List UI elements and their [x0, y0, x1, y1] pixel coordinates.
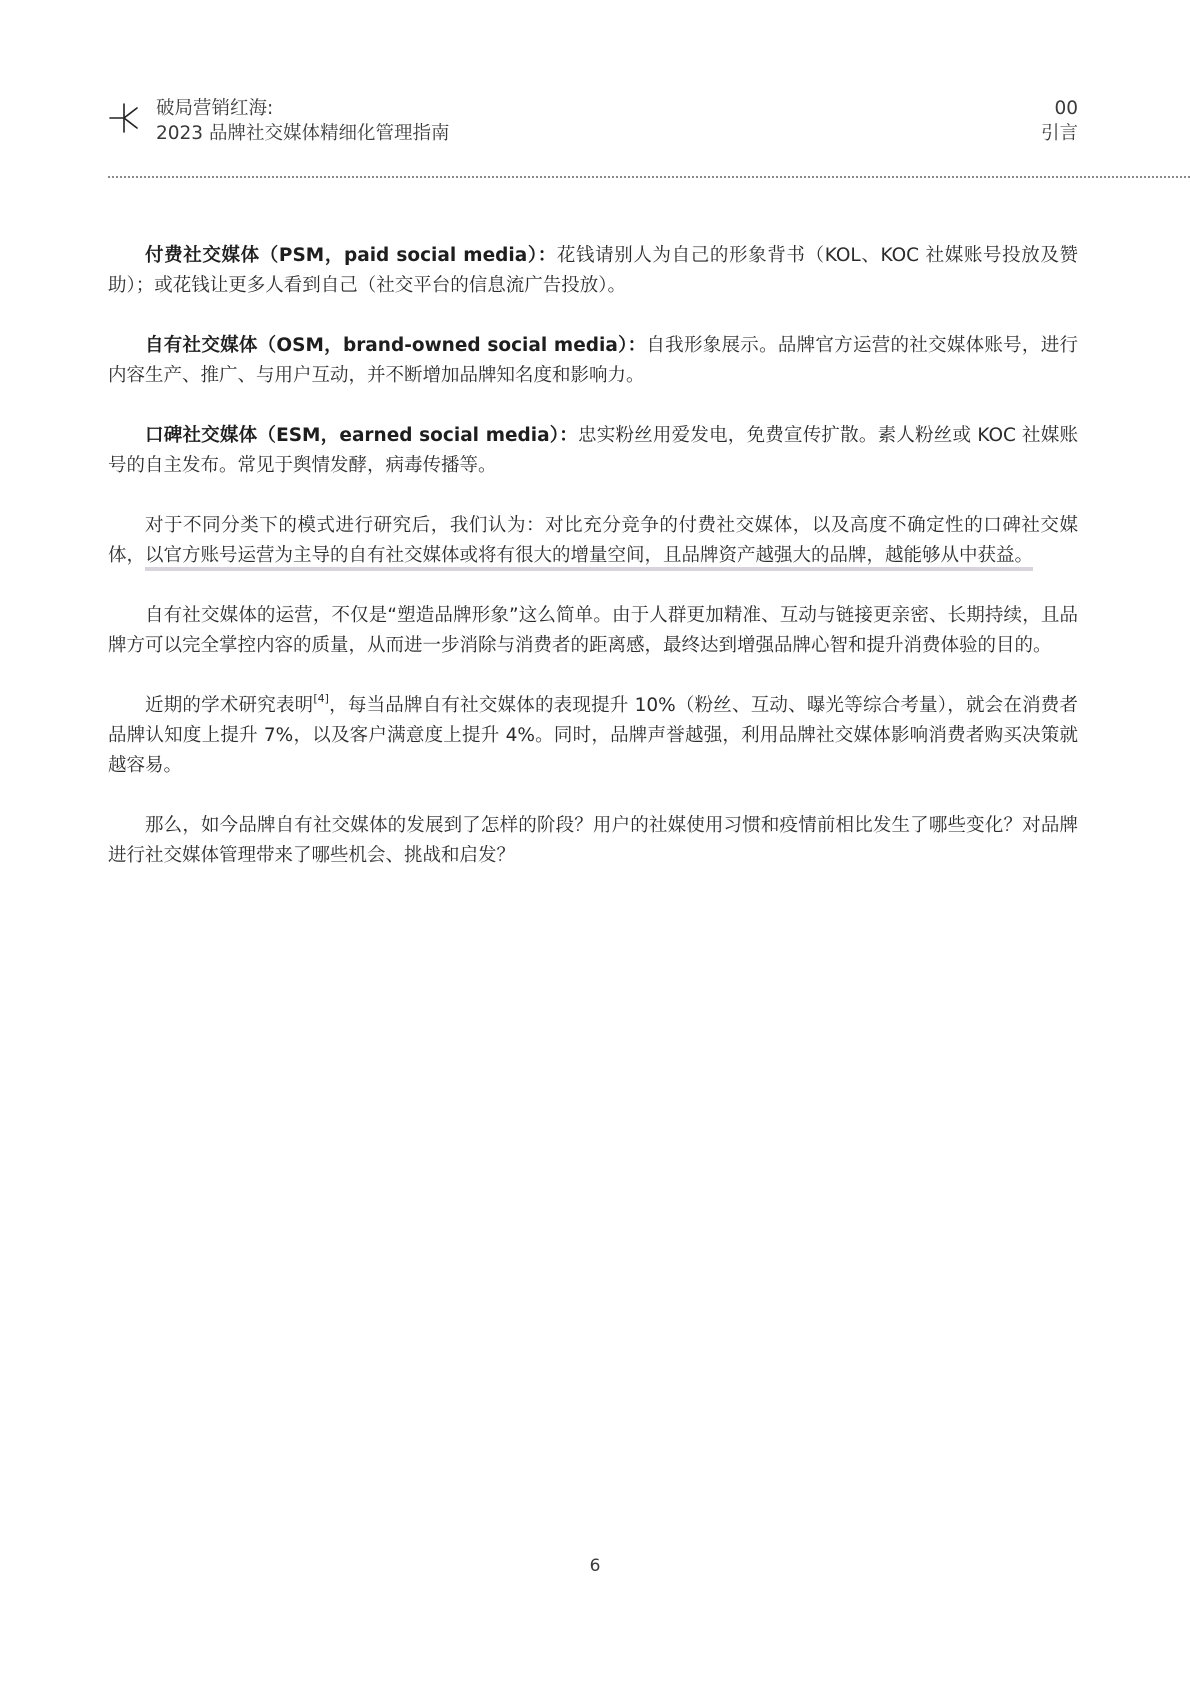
page-number: 6: [589, 1556, 601, 1576]
definition-esm: 忠实粉丝用爱发电，免费宣传扩散。素人粉丝或 KOC 社媒账号的自主发布。常见于舆情发酵，病毒传播等。: [108, 425, 1078, 476]
asterisk-icon: [108, 102, 140, 134]
document-title-line1: 破局营销红海:: [156, 98, 274, 119]
paragraph-esm: [108, 421, 1078, 481]
paragraph-osm: [108, 331, 1078, 391]
definition-psm: 花钱请别人为自己的形象背书（KOL、KOC 社媒账号投放及赞助）；或花钱让更多人看到自己（社交平台的信息流广告投放）。: [108, 245, 1078, 296]
highlighted-text: 以官方账号运营为主导的自有社交媒体或将有很大的增量空间，且品牌资产越强大的品牌，越能够从中获益。: [145, 545, 1033, 571]
citation-reference[interactable]: [4]: [313, 691, 329, 705]
term-psm: 付费社交媒体（PSM，paid social media）：: [145, 245, 557, 266]
section-number: 00: [1054, 98, 1078, 119]
paragraph-research: [108, 691, 1078, 781]
document-title-line2: 2023 品牌社交媒体精细化管理指南: [156, 123, 450, 144]
paragraph-questions: 那么，如今品牌自有社交媒体的发展到了怎样的阶段？用户的社媒使用习惯和疫情前相比发生了哪些变化？对品牌进行社交媒体管理带来了哪些机会、挑战和启发？: [108, 815, 1078, 866]
header-divider: [108, 176, 1190, 178]
main-content: [108, 241, 1078, 901]
document-title: [156, 96, 449, 146]
paragraph-conclusion: [108, 511, 1078, 571]
paragraph-psm: [108, 241, 1078, 301]
paragraph-operation: 自有社交媒体的运营，不仅是“塑造品牌形象”这么简单。由于人群更加精准、互动与链接更亲密、长期持续，且品牌方可以完全掌控内容的质量，从而进一步消除与消费者的距离感，最终达到增强品牌心智和提升消费体验的目的。: [108, 605, 1078, 656]
section-name: 引言: [1040, 123, 1078, 144]
section-indicator: [1041, 96, 1078, 146]
research-text-after: ，每当品牌自有社交媒体的表现提升 10%（粉丝、互动、曝光等综合考量），就会在消费者品牌认知度上提升 7%，以及客户满意度上提升 4%。同时，品牌声誉越强，利用品牌社交媒体影响消费者购买决策就越容易。: [108, 695, 1078, 776]
term-osm: 自有社交媒体（OSM，brand-owned social media）：: [145, 335, 647, 356]
conclusion-text: 对于不同分类下的模式进行研究后，我们认为：对比充分竞争的付费社交媒体，以及高度不确定性的口碑社交媒体，: [108, 515, 1078, 566]
research-text-before: 近期的学术研究表明: [145, 695, 314, 716]
page-header: [108, 96, 1078, 146]
definition-osm: 自我形象展示。品牌官方运营的社交媒体账号，进行内容生产、推广、与用户互动，并不断增加品牌知名度和影响力。: [108, 335, 1078, 386]
term-esm: 口碑社交媒体（ESM，earned social media）：: [145, 425, 579, 446]
